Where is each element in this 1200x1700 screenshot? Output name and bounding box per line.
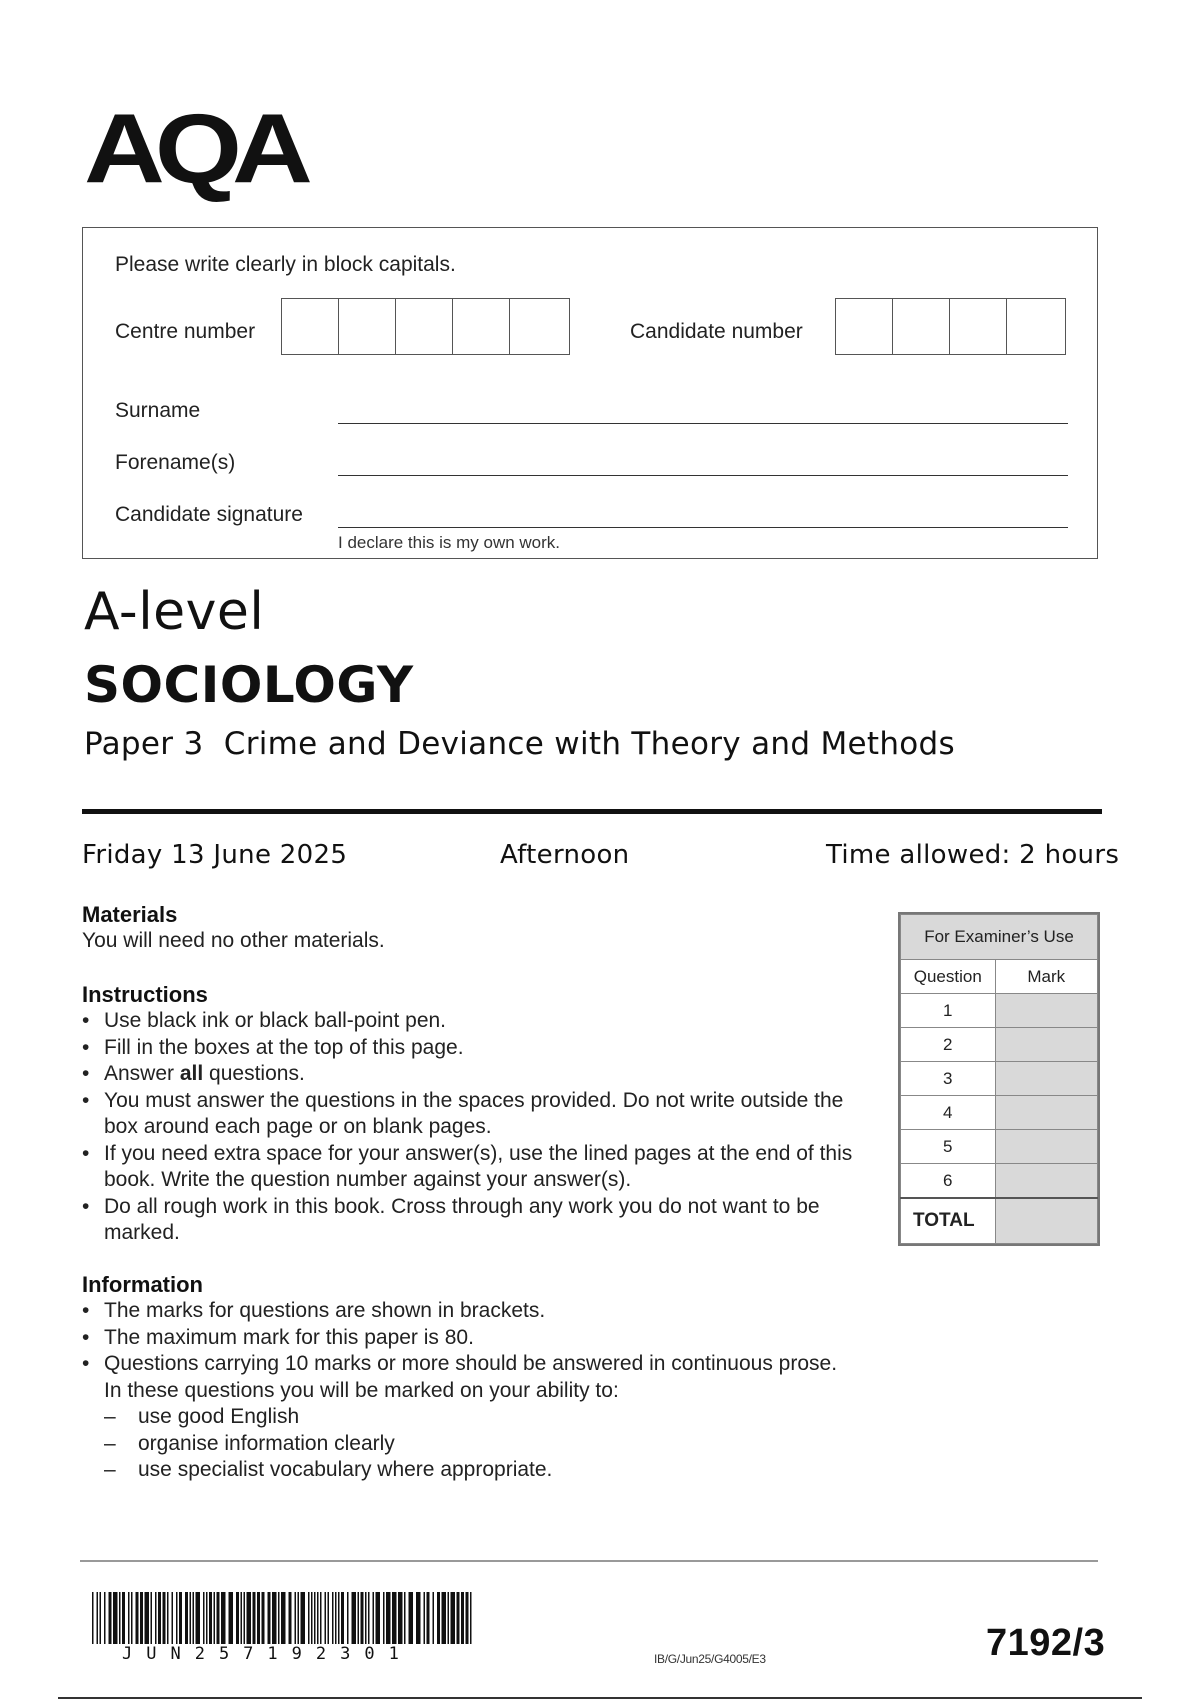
- barcode-bar: [368, 1592, 370, 1644]
- centre-number-boxes[interactable]: [281, 298, 570, 355]
- information-list: [82, 1298, 912, 1378]
- barcode-bar: [409, 1592, 414, 1644]
- surname-label: Surname: [115, 399, 201, 422]
- barcode-bar: [295, 1592, 297, 1644]
- barcode-bar: [289, 1592, 292, 1644]
- paper-title: Paper 3 Crime and Deviance with Theory and Methods: [84, 726, 955, 762]
- exam-date: Friday 13 June 2025: [82, 840, 348, 870]
- barcode-bar: [241, 1592, 243, 1644]
- criteria-item: – use specialist vocabulary where appropriate.: [104, 1457, 912, 1484]
- barcode-bar: [386, 1592, 391, 1644]
- barcode-bar: [92, 1592, 94, 1644]
- block-capitals-instruction: Please write clearly in block capitals.: [115, 253, 456, 276]
- examiner-use-table: [898, 912, 1100, 1246]
- materials-text: You will need no other materials.: [82, 929, 385, 952]
- barcode-bar: [461, 1592, 464, 1644]
- barcode-bar: [281, 1592, 286, 1644]
- barcode-bar: [278, 1592, 280, 1644]
- materials-section: [82, 902, 882, 955]
- aqa-logo: AQA: [84, 93, 303, 204]
- barcode-bar: [320, 1592, 322, 1644]
- barcode-bar: [361, 1592, 364, 1644]
- candidate-number-label: Candidate number: [630, 320, 803, 343]
- barcode-bar: [308, 1592, 310, 1644]
- candidate-digit-box[interactable]: [1007, 299, 1064, 354]
- barcode-bar: [203, 1592, 205, 1644]
- centre-digit-box[interactable]: [339, 299, 396, 354]
- centre-number-label: Centre number: [115, 320, 256, 343]
- barcode-bar: [404, 1592, 406, 1644]
- qualification-title: A-level: [84, 582, 265, 642]
- bottom-edge-line: [58, 1697, 1142, 1699]
- barcode-bar: [247, 1592, 252, 1644]
- information-section: [82, 1272, 912, 1484]
- subject-title: SOCIOLOGY: [84, 656, 414, 714]
- paper-reference: IB/G/Jun25/G4005/E3: [654, 1652, 766, 1666]
- barcode-bar: [383, 1592, 385, 1644]
- title-divider: [82, 809, 1102, 814]
- criteria-item: – organise information clearly: [104, 1431, 912, 1458]
- materials-heading: Materials: [82, 902, 178, 927]
- barcode-bar: [347, 1592, 349, 1644]
- instructions-list: [82, 1008, 882, 1247]
- candidate-number-boxes[interactable]: [835, 298, 1066, 355]
- assessment-criteria-list: [82, 1404, 912, 1484]
- barcode-bar: [155, 1592, 157, 1644]
- candidate-details-box: [82, 227, 1098, 559]
- barcode-bar: [176, 1592, 178, 1644]
- barcode-bar: [268, 1592, 271, 1644]
- centre-digit-box[interactable]: [453, 299, 510, 354]
- signature-line[interactable]: [338, 527, 1068, 528]
- mark-column-header: Mark: [995, 960, 1097, 994]
- barcode-bar: [163, 1592, 166, 1644]
- barcode-bar: [109, 1592, 112, 1644]
- instruction-item: • Fill in the boxes at the top of this page.: [82, 1035, 882, 1062]
- mark-cell: [995, 994, 1097, 1028]
- instruction-item: • Answer all questions.: [82, 1061, 882, 1088]
- exam-session: Afternoon: [500, 840, 630, 870]
- barcode-bar: [131, 1592, 133, 1644]
- barcode-bar: [437, 1592, 440, 1644]
- barcode-bar: [221, 1592, 226, 1644]
- question-column-header: Question: [901, 960, 996, 994]
- barcode-text: JUN257192301: [122, 1644, 413, 1664]
- barcode-bar: [338, 1592, 340, 1644]
- instruction-item: • You must answer the questions in the spaces provided. Do not write outside the box around each page or on blank pages.: [82, 1088, 882, 1141]
- barcode-bar: [341, 1592, 344, 1644]
- barcode-bar: [416, 1592, 421, 1644]
- instruction-item: • Use black ink or black ball-point pen.: [82, 1008, 882, 1035]
- barcode-bar: [466, 1592, 469, 1644]
- barcode-bar: [442, 1592, 447, 1644]
- barcode-bar: [314, 1592, 316, 1644]
- barcode-bar: [185, 1592, 188, 1644]
- barcode-bar: [140, 1592, 143, 1644]
- candidate-digit-box[interactable]: [836, 299, 893, 354]
- paper-code: 7192/3: [986, 1622, 1106, 1664]
- barcode-bar: [214, 1592, 216, 1644]
- candidate-digit-box[interactable]: [950, 299, 1007, 354]
- barcode-bar: [301, 1592, 306, 1644]
- criteria-item: – use good English: [104, 1404, 912, 1431]
- barcode-bar: [433, 1592, 435, 1644]
- barcode-bar: [272, 1592, 277, 1644]
- barcode-bar: [427, 1592, 430, 1644]
- barcode-bar: [262, 1592, 265, 1644]
- forename-line[interactable]: [338, 475, 1068, 476]
- barcode-bar: [196, 1592, 201, 1644]
- barcode-bar: [451, 1592, 456, 1644]
- barcode-bar: [373, 1592, 375, 1644]
- question-number: 4: [901, 1096, 996, 1130]
- barcode-bar: [206, 1592, 208, 1644]
- mark-cell: [995, 1164, 1097, 1199]
- barcode-bar: [244, 1592, 246, 1644]
- barcode-bar: [193, 1592, 195, 1644]
- information-heading: Information: [82, 1272, 203, 1297]
- barcode-bar: [335, 1592, 337, 1644]
- candidate-digit-box[interactable]: [893, 299, 950, 354]
- barcode-bar: [136, 1592, 139, 1644]
- centre-digit-box[interactable]: [510, 299, 567, 354]
- information-item: • The marks for questions are shown in brackets.: [82, 1298, 912, 1325]
- barcode-bar: [457, 1592, 460, 1644]
- information-continuation: In these questions you will be marked on your ability to:: [104, 1378, 619, 1402]
- barcode-bar: [376, 1592, 381, 1644]
- barcode-bar: [119, 1592, 121, 1644]
- barcode-bar: [236, 1592, 239, 1644]
- barcode-bar: [317, 1592, 319, 1644]
- instruction-item: • Do all rough work in this book. Cross through any work you do not want to be marked.: [82, 1194, 882, 1247]
- barcode-bar: [470, 1592, 472, 1644]
- barcode-bar: [253, 1592, 256, 1644]
- barcode-bar: [328, 1592, 330, 1644]
- time-allowed: Time allowed: 2 hours: [826, 840, 1120, 870]
- question-number: 5: [901, 1130, 996, 1164]
- barcode-bar: [145, 1592, 150, 1644]
- barcode-bar: [209, 1592, 212, 1644]
- mark-cell: [995, 1130, 1097, 1164]
- barcode-bar: [179, 1592, 182, 1644]
- question-number: 3: [901, 1062, 996, 1096]
- footer-divider: [80, 1560, 1098, 1562]
- barcode-bar: [257, 1592, 260, 1644]
- barcode-bar: [217, 1592, 220, 1644]
- mark-cell: [995, 1096, 1097, 1130]
- barcode-bar: [352, 1592, 357, 1644]
- surname-line[interactable]: [338, 423, 1068, 424]
- instruction-item: • If you need extra space for your answer(s), use the lined pages at the end of this book. Write the question number against your answer(s).: [82, 1141, 882, 1194]
- barcode-bar: [97, 1592, 99, 1644]
- barcode-bar: [365, 1592, 367, 1644]
- barcode-bar: [311, 1592, 313, 1644]
- question-number: 6: [901, 1164, 996, 1199]
- question-number: 1: [901, 994, 996, 1028]
- mark-cell: [995, 1062, 1097, 1096]
- barcode-bar: [151, 1592, 153, 1644]
- barcode-bar: [398, 1592, 403, 1644]
- declaration-text: I declare this is my own work.: [338, 533, 561, 552]
- barcode-bar: [424, 1592, 426, 1644]
- barcode-bar: [158, 1592, 161, 1644]
- forename-label: Forename(s): [115, 451, 236, 474]
- information-item: • Questions carrying 10 marks or more should be answered in continuous prose.: [82, 1351, 912, 1378]
- barcode: [92, 1592, 474, 1644]
- barcode-bar: [392, 1592, 397, 1644]
- barcode-bar: [190, 1592, 192, 1644]
- barcode-bar: [104, 1592, 106, 1644]
- centre-digit-box[interactable]: [396, 299, 453, 354]
- examiner-table-title: For Examiner’s Use: [901, 915, 1098, 960]
- barcode-bar: [358, 1592, 360, 1644]
- instructions-section: [82, 982, 882, 1247]
- barcode-bar: [167, 1592, 169, 1644]
- total-label: TOTAL: [901, 1198, 996, 1244]
- barcode-bar: [448, 1592, 450, 1644]
- barcode-bar: [332, 1592, 334, 1644]
- signature-label: Candidate signature: [115, 503, 303, 526]
- mark-cell: [995, 1028, 1097, 1062]
- barcode-bar: [113, 1592, 118, 1644]
- barcode-bar: [100, 1592, 102, 1644]
- question-number: 2: [901, 1028, 996, 1062]
- total-mark-cell: [995, 1198, 1097, 1244]
- barcode-bar: [122, 1592, 125, 1644]
- barcode-bar: [298, 1592, 300, 1644]
- barcode-bar: [172, 1592, 174, 1644]
- instructions-heading: Instructions: [82, 982, 208, 1007]
- information-item: • The maximum mark for this paper is 80.: [82, 1325, 912, 1352]
- barcode-bar: [325, 1592, 327, 1644]
- barcode-bar: [229, 1592, 234, 1644]
- barcode-bar: [128, 1592, 130, 1644]
- centre-digit-box[interactable]: [282, 299, 339, 354]
